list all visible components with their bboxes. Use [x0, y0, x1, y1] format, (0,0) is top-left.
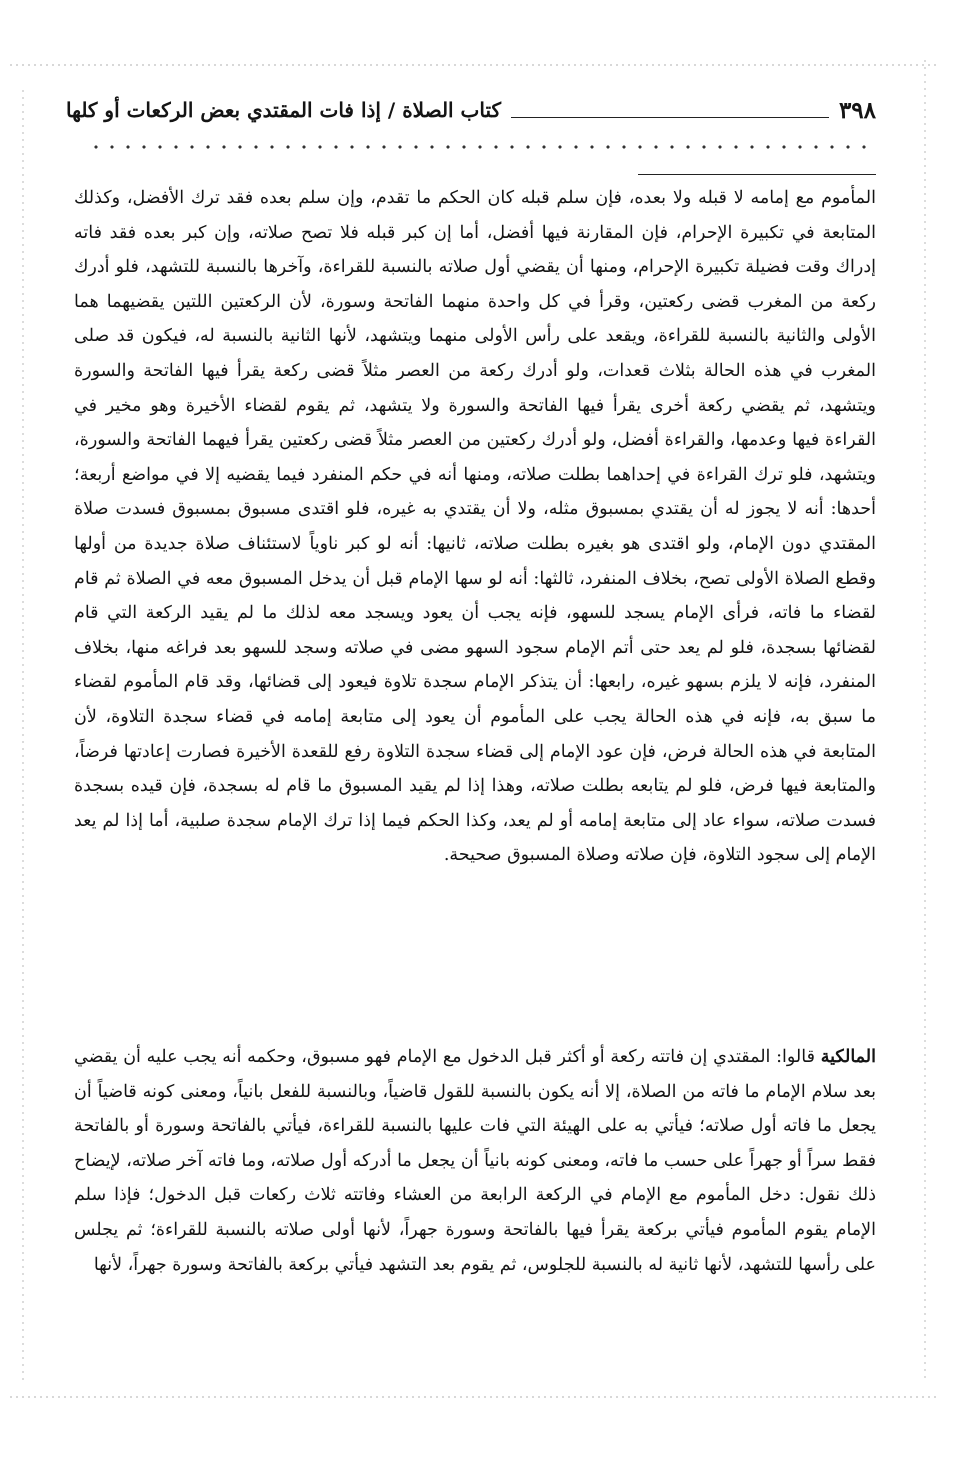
footnote-paragraph-maliki — [74, 1040, 876, 1282]
school-name: المالكية — [820, 1047, 876, 1067]
scan-noise-left — [22, 90, 24, 1380]
paragraph-text: المأموم مع إمامه لا قبله ولا بعده، فإن سلم قبله كان الحكم ما تقدم، وإن سلم بعده فقد ترك الأفضل، وكذلك المتابعة في تكبيرة الإحرام، فإن المقارنة فيها أفضل، أما إن كبر قبله فلا تصح صلاته، وإن كبر بعده فقد فاته إدراك وقت فضيلة تكبيرة الإحرام، ومنها أن يقضي أول صلاته بالنسبة للقراءة، وآخرها بالنسبة للتشهد، فلو أدرك ركعة من المغرب قضى ركعتين، وقرأ في كل واحدة منهما الفاتحة وسورة، لأن الركعتين اللتين يقضيهما هما الأولى والثانية بالنسبة للقراءة، ويقعد على رأس الأولى منهما ويتشهد، لأنها الثانية بالنسبة له، فيكون قد صلى المغرب في هذه الحالة بثلاث قعدات، ولو أدرك ركعة من العصر مثلاً قضى ركعة يقرأ فيها الفاتحة والسورة ويتشهد، ثم يقضي ركعة أخرى يقرأ فيها الفاتحة والسورة ولا يتشهد، ثم يقوم لقضاء الأخيرة وهو مخير في القراءة فيها وعدمها، والقراءة أفضل، ولو أدرك ركعتين من العصر مثلاً قضى ركعتين يقرأ فيهما الفاتحة والسورة، ويتشهد، فلو ترك القراءة في إحداهما بطلت صلاته، ومنها أنه في حكم المنفرد فيما يقضيه إلا في مواضع أربعة؛ أحدها: أنه لا يجوز له أن يقتدي بمسبوق مثله، ولا أن يقتدي به غيره، فلو اقتدى مسبوق بمسبوق فسدت صلاة المقتدي دون الإمام، ولو اقتدى هو بغيره بطلت صلاته، ثانيها: أنه لو كبر ناوياً لاستئناف صلاة جديدة من أولها وقطع الصلاة الأولى تصح، بخلاف المنفرد، ثالثها: أنه لو سها الإمام قبل أن يدخل المسبوق معه في الصلاة ثم قام لقضاء ما فاته، فرأى الإمام يسجد للسهو، فإنه يجب أن يعود ويسجد معه لذلك ما لم يقيد الركعة التي قام لقضائها بسجدة، فلو لم يعد حتى أتم الإمام سجود السهو مضى في صلاته وسجد للسهو بعد فراغه منها، بخلاف المنفرد، فإنه لا يلزم بسهو غيره، رابعها: أن يتذكر الإمام سجدة تلاوة فيعود إلى قضائها، وقد قام المأموم لقضاء ما سبق به، فإنه في هذه الحالة يجب على المأموم أن يعود إلى متابعة إمامه في قضاء سجدة التلاوة، لأن المتابعة في هذه الحالة فرض، فإن عود الإمام إلى قضاء سجدة التلاوة رفع للقعدة الأخيرة فصارت إعادتها فرضاً، والمتابعة فيها فرض، فلو لم يتابعه بطلت صلاته، وهذا إذا لم يقيد المسبوق ما قام له بسجدة، فإن قيده بسجدة فسدت صلاته، سواء عاد إلى متابعة إمامه أو لم يعد، وكذا الحكم فيما إذا ترك الإمام سجدة صلبية، أما إذا لم يعد الإمام إلى سجود التلاوة، فإن صلاته وصلاة المسبوق صحيحة. — [74, 188, 876, 866]
scan-noise-bottom — [10, 1396, 940, 1398]
footnote-rule — [638, 174, 876, 175]
dotted-separator — [88, 140, 873, 154]
paragraph-text — [74, 1040, 876, 1282]
page-number: ٣٩٨ — [838, 96, 876, 124]
scan-noise-top — [10, 64, 940, 66]
scan-noise-right — [924, 60, 926, 1380]
paragraph-body: قالوا: المقتدي إن فاتته ركعة أو أكثر قبل الدخول مع الإمام فهو مسبوق، وحكمه أنه يجب عليه أن يقضي بعد سلام الإمام ما فاته من الصلاة، إلا أنه يكون بالنسبة للقول قاضياً، وبالنسبة للفعل بانياً، ومعنى كونه قاضياً أن يجعل ما فاته أول صلاته؛ فيأتي به على الهيئة التي فات عليها بالنسبة للقراءة، فيأتي بالفاتحة وسورة أو بالفاتحة فقط سراً أو جهراً على حسب ما فاته، ومعنى كونه بانياً أن يجعل ما أدركه أول صلاته، وما فاته آخر صلاته، لإيضاح ذلك نقول: دخل المأموم مع الإمام في الركعة الرابعة من العشاء وفاتته ثلاث ركعات قبل الدخول؛ فإذا سلم الإمام يقوم المأموم فيأتي بركعة يقرأ فيها بالفاتحة وسورة جهراً، لأنها أولى صلاته بالنسبة للقراءة؛ ثم يجلس على رأسها للتشهد، لأنها ثانية له بالنسبة للجلوس، ثم يقوم بعد التشهد فيأتي بركعة بالفاتحة وسورة جهراً، لأنها — [74, 1047, 876, 1275]
chapter-title: كتاب الصلاة / إذا فات المقتدي بعض الركعات أو كلها — [66, 98, 502, 122]
header-rule — [511, 117, 829, 118]
running-header — [66, 92, 876, 128]
footnote-paragraph-hanafi — [74, 181, 876, 873]
